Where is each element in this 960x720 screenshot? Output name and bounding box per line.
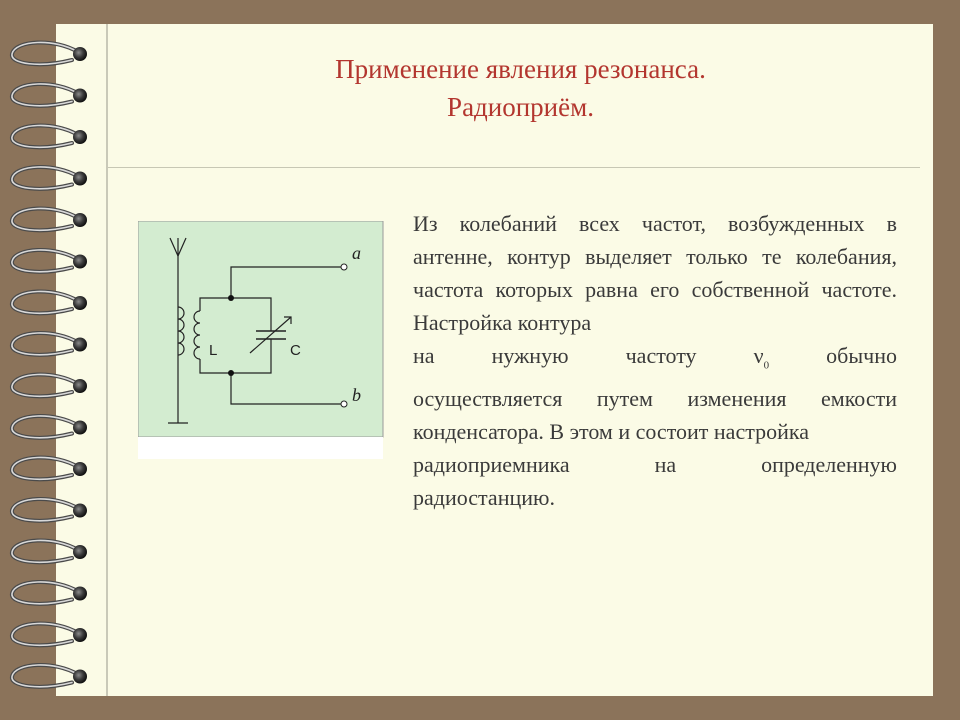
text-part-1: Из колебаний всех частот, возбужденных в антенне, контур выделяет только те колебания, частота которых равна его собственной частоте. Настройка контура xyxy=(413,211,897,335)
binding-ring xyxy=(12,291,87,313)
terminal-a-label: a xyxy=(352,243,361,263)
binding-ring xyxy=(12,250,87,272)
word-radiopriemnika: радиоприемника xyxy=(413,452,570,478)
text-line-frequency xyxy=(413,339,897,382)
binding-ring xyxy=(12,457,87,479)
spiral-binding xyxy=(0,0,110,720)
terminal-a xyxy=(341,264,347,270)
binding-ring xyxy=(12,582,87,604)
binding-ring xyxy=(12,623,87,645)
binding-ring xyxy=(12,374,87,396)
nu-zero-symbol: $\nu_0$ xyxy=(753,343,770,372)
title-line-2: Радиоприём. xyxy=(447,92,594,122)
junction-bottom xyxy=(228,370,234,376)
word-obychno: обычно xyxy=(826,343,897,368)
binding-ring xyxy=(12,665,87,687)
lc-circuit-diagram xyxy=(138,221,384,459)
junction-top xyxy=(228,295,234,301)
binding-ring xyxy=(12,125,87,147)
binding-ring xyxy=(12,167,87,189)
binding-ring xyxy=(12,416,87,438)
word-na-2: на xyxy=(654,452,677,478)
terminal-b-label: b xyxy=(352,385,361,405)
word-opredelennuyu: определенную xyxy=(761,452,897,478)
binding-ring xyxy=(12,208,87,230)
title-line-1: Применение явления резонанса. xyxy=(335,54,706,84)
text-part-2: осуществляется путем изменения емкости конденсатора. В этом и состоит настройка xyxy=(413,386,897,445)
binding-ring xyxy=(12,333,87,355)
explanation-text xyxy=(413,207,897,514)
binding-ring xyxy=(12,84,87,106)
word-chastotu: частоту xyxy=(625,343,697,368)
binding-ring xyxy=(12,42,87,64)
terminal-b xyxy=(341,401,347,407)
word-nuzhnuyu: нужную xyxy=(491,343,569,368)
binding-ring xyxy=(12,540,87,562)
word-na: на xyxy=(413,343,435,368)
text-part-3: радиостанцию. xyxy=(413,485,555,511)
capacitor-label: C xyxy=(290,342,301,359)
title-divider xyxy=(108,167,920,168)
binding-ring xyxy=(12,499,87,521)
text-line-radio xyxy=(413,448,897,481)
inductor-label: L xyxy=(209,342,218,359)
slide-title xyxy=(108,50,933,126)
circuit-panel-base xyxy=(138,437,383,459)
